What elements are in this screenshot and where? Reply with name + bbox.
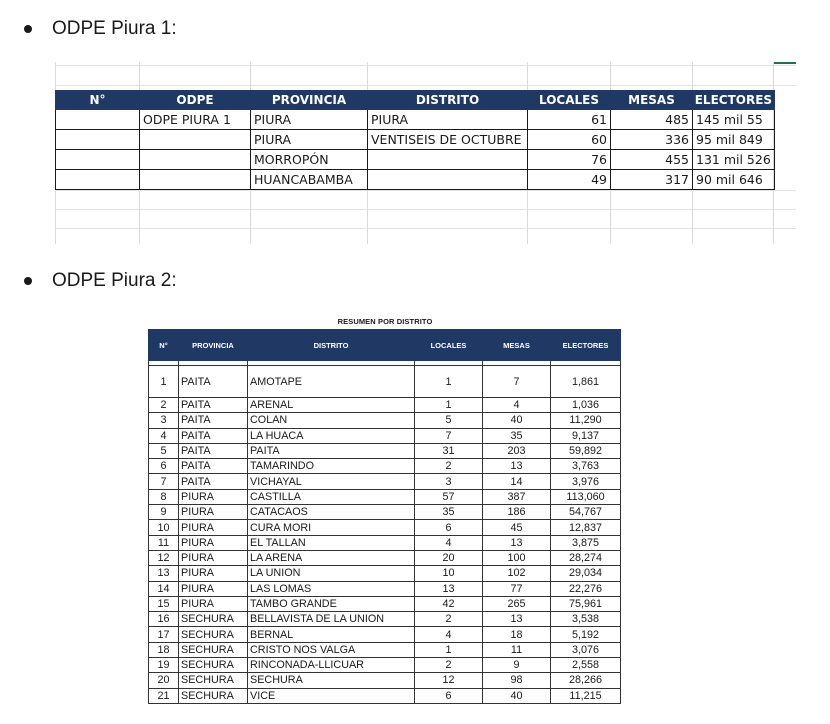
table-cell: 76 bbox=[528, 150, 611, 170]
table-row bbox=[149, 535, 621, 550]
table-cell: 60 bbox=[528, 130, 611, 150]
table-cell: PAITA bbox=[179, 443, 248, 458]
table-cell: PIURA bbox=[179, 596, 248, 611]
table-cell bbox=[368, 170, 528, 190]
table-cell bbox=[56, 110, 140, 130]
table-cell: 16 bbox=[149, 612, 179, 627]
table-row bbox=[149, 505, 621, 520]
table-cell: 265 bbox=[483, 596, 551, 611]
table-cell: CASTILLA bbox=[248, 489, 415, 504]
table-cell: PIURA bbox=[179, 489, 248, 504]
table-cell: 22,276 bbox=[551, 581, 621, 596]
table-cell: LA ARENA bbox=[248, 550, 415, 565]
table-cell: 5,192 bbox=[551, 627, 621, 642]
table-cell: 1 bbox=[415, 398, 483, 413]
table-cell: 40 bbox=[483, 413, 551, 428]
table-cell bbox=[368, 150, 528, 170]
table-cell: 13 bbox=[415, 581, 483, 596]
table-cell: 186 bbox=[483, 505, 551, 520]
table-cell: 9 bbox=[483, 658, 551, 673]
table-cell: 19 bbox=[149, 658, 179, 673]
table-row bbox=[149, 550, 621, 565]
column-header: LOCALES bbox=[528, 91, 611, 110]
table-cell: 7 bbox=[483, 366, 551, 398]
table-cell: 10 bbox=[415, 566, 483, 581]
column-header: PROVINCIA bbox=[251, 91, 368, 110]
table-cell: 21 bbox=[149, 688, 179, 703]
table-cell: BELLAVISTA DE LA UNION bbox=[248, 612, 415, 627]
table-cell: 18 bbox=[149, 642, 179, 657]
table-cell: 3,875 bbox=[551, 535, 621, 550]
table-cell: PAITA bbox=[179, 366, 248, 398]
table-cell: SECHURA bbox=[179, 627, 248, 642]
table-cell bbox=[140, 130, 251, 150]
table-cell: 11 bbox=[149, 535, 179, 550]
table-row bbox=[149, 474, 621, 489]
table-cell: 131 mil 526 bbox=[693, 150, 775, 170]
table-cell: 13 bbox=[149, 566, 179, 581]
table-cell: 203 bbox=[483, 443, 551, 458]
table-row bbox=[149, 428, 621, 443]
table-cell: PIURA bbox=[179, 505, 248, 520]
table-cell: 1 bbox=[415, 366, 483, 398]
table-cell: 4 bbox=[415, 627, 483, 642]
table-cell: 1 bbox=[149, 366, 179, 398]
table-cell: 59,892 bbox=[551, 443, 621, 458]
table-cell: 6 bbox=[415, 520, 483, 535]
table-cell: 90 mil 646 bbox=[693, 170, 775, 190]
table-cell bbox=[56, 130, 140, 150]
bullet-icon bbox=[24, 25, 32, 33]
table-row bbox=[149, 459, 621, 474]
table-cell: 13 bbox=[483, 612, 551, 627]
table-cell: 485 bbox=[611, 110, 693, 130]
table-row bbox=[149, 566, 621, 581]
table-cell: 20 bbox=[415, 550, 483, 565]
table-cell: 9 bbox=[149, 505, 179, 520]
table-cell: ODPE PIURA 1 bbox=[140, 110, 251, 130]
table-cell: VICHAYAL bbox=[248, 474, 415, 489]
table-cell: PIURA bbox=[179, 535, 248, 550]
table-cell: 12,837 bbox=[551, 520, 621, 535]
column-header: DISTRITO bbox=[248, 330, 415, 361]
table-cell: 57 bbox=[415, 489, 483, 504]
table-row bbox=[149, 673, 621, 688]
table-cell: 336 bbox=[611, 130, 693, 150]
table-cell: 2,558 bbox=[551, 658, 621, 673]
table-cell: SECHURA bbox=[248, 673, 415, 688]
table-row bbox=[56, 170, 775, 190]
table-cell: PIURA bbox=[251, 110, 368, 130]
table-cell: PAITA bbox=[179, 428, 248, 443]
table-caption: RESUMEN POR DISTRITO bbox=[337, 317, 433, 326]
table-cell: LAS LOMAS bbox=[248, 581, 415, 596]
table-row bbox=[149, 642, 621, 657]
table-cell: 54,767 bbox=[551, 505, 621, 520]
table-cell: 42 bbox=[415, 596, 483, 611]
table-cell: 77 bbox=[483, 581, 551, 596]
table-cell: HUANCABAMBA bbox=[251, 170, 368, 190]
table-cell: 145 mil 55 bbox=[693, 110, 775, 130]
table-cell: PIURA bbox=[251, 130, 368, 150]
table-row bbox=[149, 398, 621, 413]
table-cell: 11 bbox=[483, 642, 551, 657]
table-row bbox=[149, 520, 621, 535]
table-cell: PAITA bbox=[179, 474, 248, 489]
table-cell: PAITA bbox=[248, 443, 415, 458]
table-cell: BERNAL bbox=[248, 627, 415, 642]
table-cell: 2 bbox=[415, 459, 483, 474]
table-cell: AMOTAPE bbox=[248, 366, 415, 398]
table-cell: 35 bbox=[483, 428, 551, 443]
section-odpe-piura-1 bbox=[24, 18, 177, 40]
table-cell: CRISTO NOS VALGA bbox=[248, 642, 415, 657]
table-cell: SECHURA bbox=[179, 688, 248, 703]
table-cell: 10 bbox=[149, 520, 179, 535]
table-cell: 40 bbox=[483, 688, 551, 703]
bullet-icon bbox=[24, 277, 32, 285]
table-cell: 98 bbox=[483, 673, 551, 688]
table-cell: 1,036 bbox=[551, 398, 621, 413]
table-cell: TAMARINDO bbox=[248, 459, 415, 474]
table-cell: PAITA bbox=[179, 459, 248, 474]
table-cell: 9,137 bbox=[551, 428, 621, 443]
table-cell: VENTISEIS DE OCTUBRE bbox=[368, 130, 528, 150]
table-row bbox=[56, 150, 775, 170]
table-row bbox=[149, 612, 621, 627]
table-cell: 113,060 bbox=[551, 489, 621, 504]
table-cell: 28,266 bbox=[551, 673, 621, 688]
table-cell: COLAN bbox=[248, 413, 415, 428]
table-cell: 3,763 bbox=[551, 459, 621, 474]
table-cell: PAITA bbox=[179, 413, 248, 428]
table-cell bbox=[140, 170, 251, 190]
table-cell: TAMBO GRANDE bbox=[248, 596, 415, 611]
table-row bbox=[149, 627, 621, 642]
table-cell: 13 bbox=[483, 459, 551, 474]
table-cell: 12 bbox=[149, 550, 179, 565]
table-row bbox=[149, 596, 621, 611]
table-cell: 7 bbox=[149, 474, 179, 489]
table-cell: 14 bbox=[149, 581, 179, 596]
table-cell: 2 bbox=[415, 612, 483, 627]
table-cell: 29,034 bbox=[551, 566, 621, 581]
table-row bbox=[56, 110, 775, 130]
table-cell: 3 bbox=[149, 413, 179, 428]
table-cell: PIURA bbox=[179, 581, 248, 596]
table-cell: 4 bbox=[149, 428, 179, 443]
table-row bbox=[149, 413, 621, 428]
table-cell: 35 bbox=[415, 505, 483, 520]
table-cell: 13 bbox=[483, 535, 551, 550]
table-cell: 75,961 bbox=[551, 596, 621, 611]
resumen-por-distrito bbox=[148, 314, 622, 704]
table-cell: PIURA bbox=[179, 550, 248, 565]
table-cell: 18 bbox=[483, 627, 551, 642]
table-cell: 317 bbox=[611, 170, 693, 190]
column-header: ODPE bbox=[140, 91, 251, 110]
table-row bbox=[149, 443, 621, 458]
column-header: N° bbox=[56, 91, 140, 110]
column-header: DISTRITO bbox=[368, 91, 528, 110]
table-cell: 17 bbox=[149, 627, 179, 642]
table-cell: 2 bbox=[149, 398, 179, 413]
table-row bbox=[149, 658, 621, 673]
section-title: ODPE Piura 2: bbox=[52, 270, 177, 291]
section-title: ODPE Piura 1: bbox=[52, 18, 177, 39]
table-cell bbox=[140, 150, 251, 170]
table-cell: SECHURA bbox=[179, 612, 248, 627]
table-cell: 3,076 bbox=[551, 642, 621, 657]
table-cell: 387 bbox=[483, 489, 551, 504]
table-cell: EL TALLAN bbox=[248, 535, 415, 550]
table-cell: MORROPÓN bbox=[251, 150, 368, 170]
column-header: PROVINCIA bbox=[179, 330, 248, 361]
table-cell: 3,538 bbox=[551, 612, 621, 627]
table-cell bbox=[56, 170, 140, 190]
table-cell: SECHURA bbox=[179, 658, 248, 673]
table-cell: VICE bbox=[248, 688, 415, 703]
table-cell: 31 bbox=[415, 443, 483, 458]
odpe-piura-1-table bbox=[55, 90, 775, 190]
table-cell: PAITA bbox=[179, 398, 248, 413]
table-cell: LA HUACA bbox=[248, 428, 415, 443]
table-cell: SECHURA bbox=[179, 673, 248, 688]
table-cell: 3 bbox=[415, 474, 483, 489]
table-cell: 100 bbox=[483, 550, 551, 565]
table-cell: 12 bbox=[415, 673, 483, 688]
table-row bbox=[56, 130, 775, 150]
table-cell: 14 bbox=[483, 474, 551, 489]
table-cell: 4 bbox=[415, 535, 483, 550]
cell-selection-mark bbox=[773, 62, 796, 64]
section-odpe-piura-2 bbox=[24, 270, 177, 292]
table-row bbox=[149, 688, 621, 703]
table-cell: 45 bbox=[483, 520, 551, 535]
table-cell: LA UNION bbox=[248, 566, 415, 581]
table-cell: CURA MORI bbox=[248, 520, 415, 535]
table-cell: 15 bbox=[149, 596, 179, 611]
column-header: ELECTORES bbox=[693, 91, 775, 110]
column-header: MESAS bbox=[611, 91, 693, 110]
table-cell: 11,215 bbox=[551, 688, 621, 703]
table-cell bbox=[56, 150, 140, 170]
table-cell: 95 mil 849 bbox=[693, 130, 775, 150]
table-cell: 1 bbox=[415, 642, 483, 657]
table-cell: 1,861 bbox=[551, 366, 621, 398]
table-cell: 6 bbox=[415, 688, 483, 703]
table-cell: PIURA bbox=[368, 110, 528, 130]
column-header: MESAS bbox=[483, 330, 551, 361]
table-row bbox=[149, 489, 621, 504]
table-cell: PIURA bbox=[179, 520, 248, 535]
table-cell: 2 bbox=[415, 658, 483, 673]
table-cell: 3,976 bbox=[551, 474, 621, 489]
table-row bbox=[149, 366, 621, 398]
table-cell: 20 bbox=[149, 673, 179, 688]
table-cell: 455 bbox=[611, 150, 693, 170]
table-cell: ARENAL bbox=[248, 398, 415, 413]
spreadsheet-odpe-piura-1 bbox=[55, 62, 796, 244]
table-header-row bbox=[149, 330, 621, 361]
table-cell: RINCONADA-LLICUAR bbox=[248, 658, 415, 673]
column-header: ELECTORES bbox=[551, 330, 621, 361]
odpe-piura-2-table bbox=[148, 329, 621, 704]
table-cell: 8 bbox=[149, 489, 179, 504]
table-header-row bbox=[56, 91, 775, 110]
table-cell: SECHURA bbox=[179, 642, 248, 657]
column-header: N° bbox=[149, 330, 179, 361]
table-cell: 4 bbox=[483, 398, 551, 413]
table-cell: 28,274 bbox=[551, 550, 621, 565]
table-cell: 49 bbox=[528, 170, 611, 190]
table-cell: 61 bbox=[528, 110, 611, 130]
table-cell: 102 bbox=[483, 566, 551, 581]
table-cell: 11,290 bbox=[551, 413, 621, 428]
table-row bbox=[149, 581, 621, 596]
table-cell: 6 bbox=[149, 459, 179, 474]
table-cell: 5 bbox=[149, 443, 179, 458]
table-cell: 5 bbox=[415, 413, 483, 428]
table-cell: CATACAOS bbox=[248, 505, 415, 520]
column-header: LOCALES bbox=[415, 330, 483, 361]
table-cell: PIURA bbox=[179, 566, 248, 581]
table-cell: 7 bbox=[415, 428, 483, 443]
